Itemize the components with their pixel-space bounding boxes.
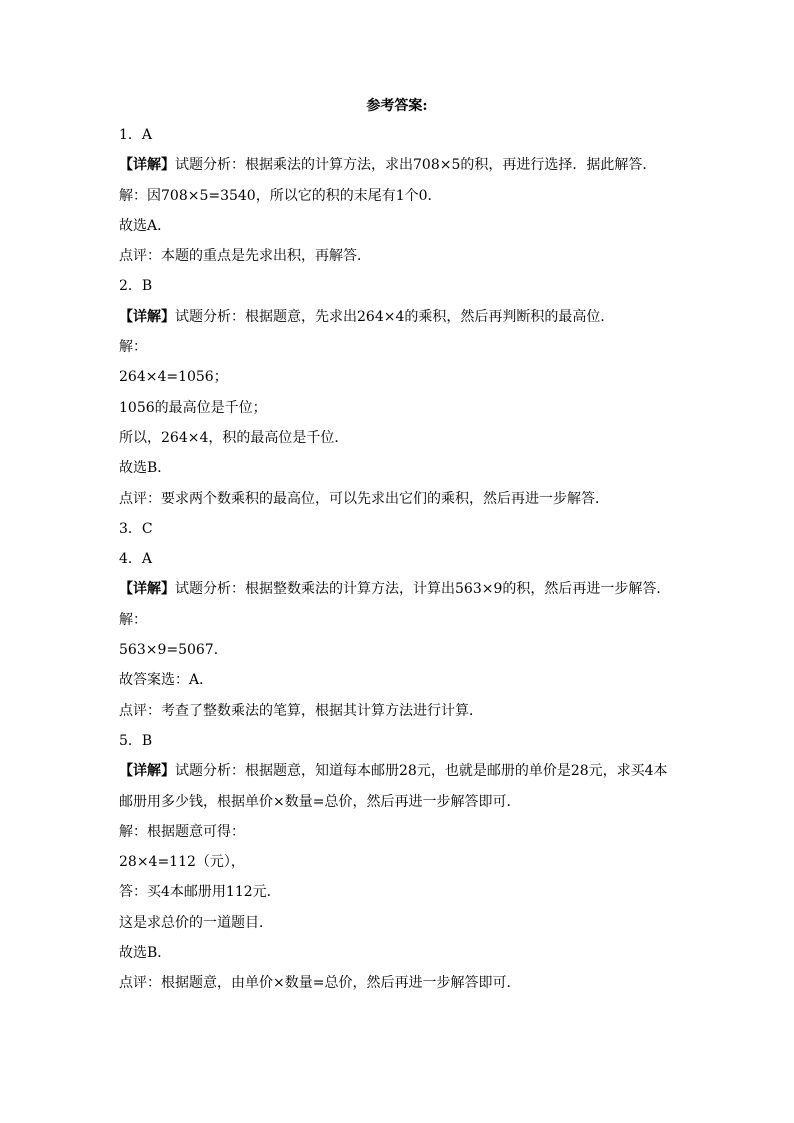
answer-5-step-1: 28×4=112（元）， (119, 854, 245, 871)
answer-5-choice: 故选B． (119, 945, 172, 962)
answer-5-note: 这是求总价的一道题目． (119, 914, 273, 931)
answer-4-head: 4．A (119, 551, 153, 568)
answer-2-step-1: 264×4=1056； (119, 369, 228, 386)
answer-1-head: 1．A (119, 127, 153, 143)
answer-5-solution: 解：根据题意可得： (119, 823, 245, 840)
answer-5-answer: 答：买4本邮册用112元． (119, 884, 281, 901)
answer-1-solution: 解：因708×5=3540，所以它的积的末尾有1个0． (119, 187, 442, 204)
answer-2-detail (119, 302, 679, 332)
answer-2-head: 2．B (119, 278, 153, 295)
answer-3-head: 3．C (119, 520, 153, 537)
answer-2-step-3: 所以，264×4，积的最高位是千位． (119, 429, 349, 446)
detail-text: 试题分析：根据题意，先求出264×4的乘积，然后再判断积的最高位． (175, 308, 615, 325)
answer-5-detail-line-1 (119, 756, 679, 786)
detail-text: 试题分析：根据整数乘法的计算方法，计算出563×9的积，然后再进一步解答． (175, 581, 671, 598)
answer-2-comment: 点评：要求两个数乘积的最高位，可以先求出它们的乘积，然后再进一步解答． (119, 490, 609, 507)
answer-1-choice: 故选A． (119, 217, 172, 234)
answer-4-solution-label: 解： (119, 611, 147, 628)
detail-tag: 【详解】 (119, 157, 175, 174)
answer-5-detail-line-2: 邮册用多少钱，根据单价×数量=总价，然后再进一步解答即可． (119, 793, 521, 810)
answer-4-detail (119, 574, 679, 604)
answer-4-comment: 点评：考查了整数乘法的笔算，根据其计算方法进行计算． (119, 702, 483, 719)
answer-2-choice: 故选B． (119, 460, 172, 477)
answer-4-step-1: 563×9=5067． (119, 642, 228, 659)
detail-tag: 【详解】 (119, 763, 175, 780)
answers-content (119, 120, 679, 999)
answer-1-comment: 点评：本题的重点是先求出积，再解答． (119, 248, 371, 265)
answer-5-comment: 点评：根据题意，由单价×数量=总价，然后再进一步解答即可． (119, 975, 521, 992)
answer-2-solution-label: 解： (119, 339, 147, 356)
page-title: 参考答案: (366, 98, 428, 114)
answer-1-detail (119, 150, 679, 180)
answer-2-step-2: 1056的最高位是千位； (119, 399, 267, 416)
detail-tag: 【详解】 (119, 308, 175, 325)
answer-4-choice: 故答案选：A． (119, 672, 214, 689)
detail-text: 试题分析：根据乘法的计算方法，求出708×5的积，再进行选择．据此解答． (175, 157, 657, 174)
answer-5-head: 5．B (119, 732, 153, 749)
detail-tag: 【详解】 (119, 581, 175, 598)
detail-text: 试题分析：根据题意，知道每本邮册28元，也就是邮册的单价是28元，求买4本 (175, 763, 668, 780)
